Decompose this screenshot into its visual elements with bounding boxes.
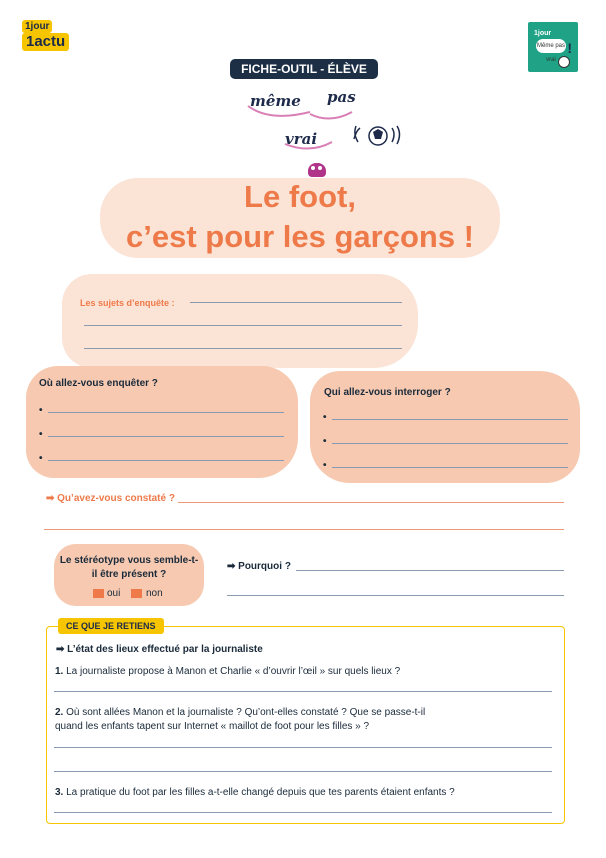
logo-line1: 1jour xyxy=(22,20,52,33)
question-3-text: La pratique du foot par les filles a-t-elle changé depuis que tes parents étaient enfants ? xyxy=(66,787,455,798)
constate-answer-line-2[interactable] xyxy=(44,529,564,530)
qui-bullet-3: • xyxy=(323,460,327,471)
book-cover-exclamation: ! xyxy=(567,40,572,56)
ou-bullet-1: • xyxy=(39,405,43,416)
qui-label: Qui allez-vous interroger ? xyxy=(324,387,451,398)
ou-answer-line-2[interactable] xyxy=(48,436,284,437)
question-2-text-line2: quand les enfants tapent sur Internet « maillot de foot pour les filles » ? xyxy=(55,721,370,732)
qui-answer-line-3[interactable] xyxy=(332,467,568,468)
question-3-answer-line[interactable] xyxy=(54,812,552,813)
question-3 xyxy=(55,786,555,800)
worksheet-badge: FICHE-OUTIL - ÉLÈVE xyxy=(230,59,378,79)
question-2-number: 2. xyxy=(55,707,64,718)
non-checkbox[interactable] xyxy=(131,589,142,598)
question-2 xyxy=(55,706,555,734)
question-3-number: 3. xyxy=(55,787,64,798)
sujets-label: Les sujets d’enquête : xyxy=(80,298,175,308)
stereotype-question: Le stéréotype vous semble-t-il être présent ? xyxy=(59,555,199,580)
sujets-panel xyxy=(62,274,418,368)
sujets-answer-line-3[interactable] xyxy=(84,348,402,349)
book-cover-image xyxy=(528,22,578,72)
title-line1: Le foot, xyxy=(244,179,356,214)
soccer-ball-icon xyxy=(558,56,570,68)
page-title xyxy=(100,177,500,257)
ou-answer-line-3[interactable] xyxy=(48,460,284,461)
question-1-answer-line[interactable] xyxy=(54,691,552,692)
question-1 xyxy=(55,665,555,679)
question-1-text: La journaliste propose à Manon et Charlie « d’ouvrir l’œil » sur quels lieux ? xyxy=(66,666,401,677)
retiens-subtitle: ➡ L’état des lieux effectué par la journaliste xyxy=(56,644,263,655)
book-cover-title: Même pas vrai xyxy=(536,39,566,53)
ou-label: Où allez-vous enquêter ? xyxy=(39,378,158,389)
ou-bullet-2: • xyxy=(39,429,43,440)
question-2-text-line1: Où sont allées Manon et la journaliste ? Qu’ont-elles constaté ? Que se passe-t-il xyxy=(66,707,426,718)
ou-answer-line-1[interactable] xyxy=(48,412,284,413)
qui-bullet-1: • xyxy=(323,412,327,423)
ou-bullet-3: • xyxy=(39,453,43,464)
qui-answer-line-2[interactable] xyxy=(332,443,568,444)
series-word-vrai: vrai xyxy=(285,130,318,148)
sujets-answer-line-2[interactable] xyxy=(84,325,402,326)
book-cover-brand: 1jour xyxy=(534,30,552,37)
question-1-number: 1. xyxy=(55,666,64,677)
pourquoi-answer-line-2[interactable] xyxy=(227,595,564,596)
non-label: non xyxy=(146,588,163,599)
question-2-answer-line-2[interactable] xyxy=(54,771,552,772)
constate-label: ➡ Qu’avez-vous constaté ? xyxy=(46,493,175,504)
title-line2: c’est pour les garçons ! xyxy=(126,219,474,254)
retiens-tag: CE QUE JE RETIENS xyxy=(58,618,164,634)
logo-line2: 1actu xyxy=(22,33,69,51)
oui-label: oui xyxy=(107,588,121,599)
qui-bullet-2: • xyxy=(323,436,327,447)
mascot-icon xyxy=(308,163,326,177)
pourquoi-label: ➡ Pourquoi ? xyxy=(227,561,291,572)
series-word-pas: pas xyxy=(327,88,356,106)
qui-answer-line-1[interactable] xyxy=(332,419,568,420)
sujets-answer-line-1[interactable] xyxy=(190,302,402,303)
question-2-answer-line-1[interactable] xyxy=(54,747,552,748)
series-word-meme: même xyxy=(250,92,301,110)
constate-answer-line-1[interactable] xyxy=(178,502,564,503)
oui-checkbox[interactable] xyxy=(93,589,104,598)
pourquoi-answer-line-1[interactable] xyxy=(296,570,564,571)
1jour1actu-logo xyxy=(22,20,74,50)
